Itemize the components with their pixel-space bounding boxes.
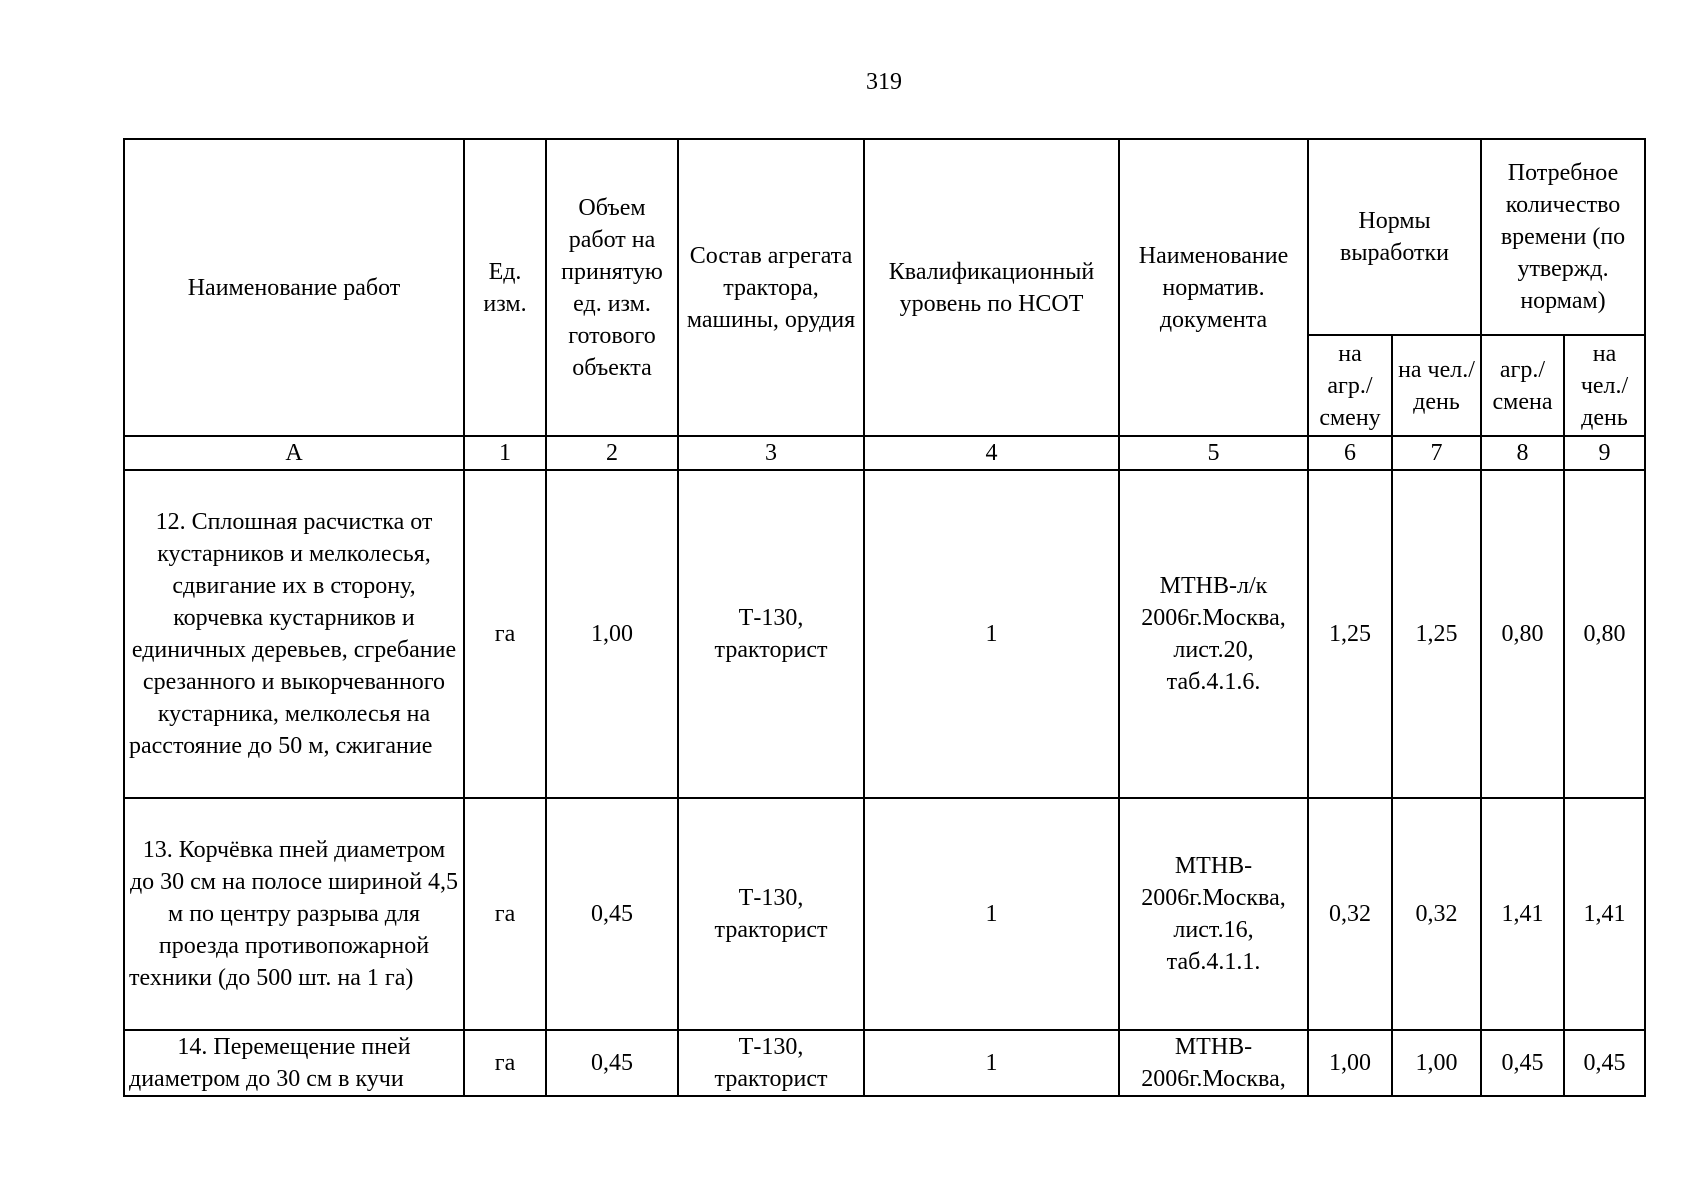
cell-norm-document: МТНВ-л/к 2006г.Москва, лист.20, таб.4.1.6. [1119, 470, 1308, 798]
cell-work-name: 14. Перемещение пней диаметром до 30 см в кучи [124, 1030, 464, 1096]
column-index: 3 [678, 436, 864, 470]
cell-qualification: 1 [864, 1030, 1119, 1096]
work-norms-table [123, 138, 1646, 1097]
cell-composition: Т-130, тракторист [678, 1030, 864, 1096]
column-index: 4 [864, 436, 1119, 470]
cell-output-day: 1,00 [1392, 1030, 1481, 1096]
cell-work-name: 12. Сплошная расчистка от кустарников и мелколесья, сдвигание их в сторону, корчевка кустарников и единичных деревьев, сгребание срезанного и выкорчеванного кустарника, мелколесья на расстояние до 50 м, сжигание [124, 470, 464, 798]
cell-composition: Т-130, тракторист [678, 798, 864, 1030]
cell-output-shift: 1,25 [1308, 470, 1392, 798]
cell-qualification: 1 [864, 798, 1119, 1030]
cell-time-day: 0,80 [1564, 470, 1645, 798]
column-index: 8 [1481, 436, 1564, 470]
cell-time-day: 1,41 [1564, 798, 1645, 1030]
table-header-row [124, 139, 1645, 335]
cell-unit: га [464, 470, 546, 798]
header-norm-document: Наименование норматив. документа [1119, 139, 1308, 436]
cell-composition: Т-130, тракторист [678, 470, 864, 798]
cell-output-day: 1,25 [1392, 470, 1481, 798]
header-work-name: Наименование работ [124, 139, 464, 436]
cell-output-shift: 0,32 [1308, 798, 1392, 1030]
header-qualification: Квалификационный уровень по НСОТ [864, 139, 1119, 436]
column-index: А [124, 436, 464, 470]
cell-time-day: 0,45 [1564, 1030, 1645, 1096]
cell-norm-document: МТНВ- 2006г.Москва, [1119, 1030, 1308, 1096]
cell-volume: 0,45 [546, 798, 678, 1030]
cell-unit: га [464, 798, 546, 1030]
column-index: 1 [464, 436, 546, 470]
table-row [124, 798, 1645, 1030]
header-time-needed: Потребное количество времени (по утвержд. нормам) [1481, 139, 1645, 335]
table-row [124, 470, 1645, 798]
column-index: 9 [1564, 436, 1645, 470]
cell-qualification: 1 [864, 470, 1119, 798]
table-row [124, 1030, 1645, 1096]
cell-work-name: 13. Корчёвка пней диаметром до 30 см на полосе шириной 4,5 м по центру разрыва для проезда противопожарной техники (до 500 шт. на 1 га) [124, 798, 464, 1030]
header-output-norms: Нормы выработки [1308, 139, 1481, 335]
page-number: 319 [866, 69, 902, 95]
header-volume: Объем работ на принятую ед. изм. готового объекта [546, 139, 678, 436]
column-index: 5 [1119, 436, 1308, 470]
header-unit: Ед. изм. [464, 139, 546, 436]
cell-volume: 0,45 [546, 1030, 678, 1096]
column-index: 7 [1392, 436, 1481, 470]
column-index: 2 [546, 436, 678, 470]
cell-output-shift: 1,00 [1308, 1030, 1392, 1096]
cell-unit: га [464, 1030, 546, 1096]
cell-time-shift: 0,45 [1481, 1030, 1564, 1096]
subheader-output-per-unit-shift: на агр./ смену [1308, 335, 1392, 436]
cell-output-day: 0,32 [1392, 798, 1481, 1030]
column-index: 6 [1308, 436, 1392, 470]
header-composition: Состав агрегата трактора, машины, орудия [678, 139, 864, 436]
subheader-output-per-person-day: на чел./ день [1392, 335, 1481, 436]
cell-time-shift: 0,80 [1481, 470, 1564, 798]
cell-norm-document: МТНВ- 2006г.Москва, лист.16, таб.4.1.1. [1119, 798, 1308, 1030]
cell-time-shift: 1,41 [1481, 798, 1564, 1030]
subheader-time-unit-shift: агр./ смена [1481, 335, 1564, 436]
column-index-row [124, 436, 1645, 470]
cell-volume: 1,00 [546, 470, 678, 798]
subheader-time-person-day: на чел./ день [1564, 335, 1645, 436]
